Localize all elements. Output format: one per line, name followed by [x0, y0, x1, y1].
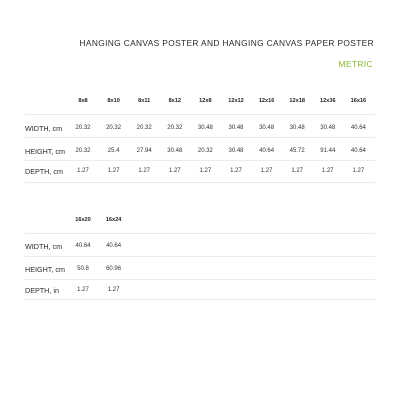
row-label: DEPTH, cm — [25, 167, 63, 176]
size-header: 8x12 — [168, 98, 182, 104]
size-header: 8x8 — [78, 98, 88, 104]
size-header: 16x24 — [105, 217, 122, 223]
row-divider — [25, 299, 375, 300]
table-cell: 60.96 — [106, 266, 122, 272]
row-divider — [25, 160, 375, 161]
unit-system-label: METRIC — [338, 59, 373, 69]
table-cell: 50.8 — [77, 266, 89, 272]
row-divider — [25, 137, 375, 138]
table-cell: 30.48 — [197, 125, 213, 131]
table-cell: 40.64 — [106, 243, 122, 249]
size-header: 12x36 — [320, 98, 336, 104]
table-cell: 1.27 — [77, 287, 89, 293]
table-cell: 91.44 — [320, 148, 336, 154]
row-divider — [25, 182, 375, 183]
row-label: HEIGHT, cm — [25, 147, 65, 156]
table-cell: 30.48 — [167, 148, 183, 154]
table-cell: 20.32 — [167, 125, 183, 131]
size-header: 12x16 — [258, 98, 275, 104]
table-cell: 20.32 — [106, 125, 122, 131]
table-cell: 1.27 — [138, 168, 151, 174]
row-label: HEIGHT, cm — [25, 265, 65, 274]
row-divider — [25, 114, 375, 115]
row-divider — [25, 233, 375, 234]
table-cell: 1.27 — [260, 168, 273, 174]
table-cell: 1.27 — [77, 168, 89, 174]
table-cell: 30.48 — [228, 125, 244, 131]
table-cell: 1.27 — [230, 168, 242, 174]
table-cell: 20.32 — [75, 148, 91, 154]
table-cell: 30.48 — [259, 125, 275, 131]
table-cell: 45.72 — [289, 148, 305, 154]
table-cell: 1.27 — [321, 168, 334, 174]
size-header: 8x11 — [138, 98, 151, 104]
table-cell: 1.27 — [352, 168, 365, 174]
size-header: 12x18 — [289, 98, 305, 104]
table-cell: 40.64 — [75, 243, 91, 249]
size-header: 16x16 — [350, 98, 367, 104]
row-label: WIDTH, cm — [25, 124, 63, 133]
table-cell: 1.27 — [199, 168, 212, 174]
table-cell: 25.4 — [107, 148, 120, 154]
table-cell: 20.32 — [136, 125, 152, 131]
row-label: DEPTH, in — [25, 286, 59, 295]
size-table-1 — [0, 98, 400, 198]
size-table-2 — [0, 217, 400, 317]
row-divider — [25, 279, 375, 280]
table-cell: 20.32 — [75, 125, 91, 131]
table-cell: 1.27 — [107, 287, 120, 293]
size-header: 16x20 — [75, 217, 91, 223]
row-label: WIDTH, cm — [25, 242, 63, 251]
table-cell: 40.64 — [350, 148, 366, 154]
table-cell: 40.64 — [350, 125, 366, 131]
table-cell: 1.27 — [107, 168, 120, 174]
table-cell: 1.27 — [291, 168, 304, 174]
row-divider — [25, 256, 375, 257]
table-cell: 30.48 — [228, 148, 244, 154]
size-header: 12x12 — [228, 98, 244, 104]
table-cell: 30.48 — [320, 125, 336, 131]
table-cell: 40.64 — [259, 148, 275, 154]
table-cell: 1.27 — [168, 168, 181, 174]
table-cell: 20.32 — [197, 148, 213, 154]
table-cell: 30.48 — [289, 125, 305, 131]
table-cell: 27.94 — [136, 148, 152, 154]
size-header: 12x8 — [199, 98, 212, 104]
size-header: 8x10 — [107, 98, 120, 104]
page-title: HANGING CANVAS POSTER AND HANGING CANVAS PAPER POSTER — [79, 38, 374, 48]
